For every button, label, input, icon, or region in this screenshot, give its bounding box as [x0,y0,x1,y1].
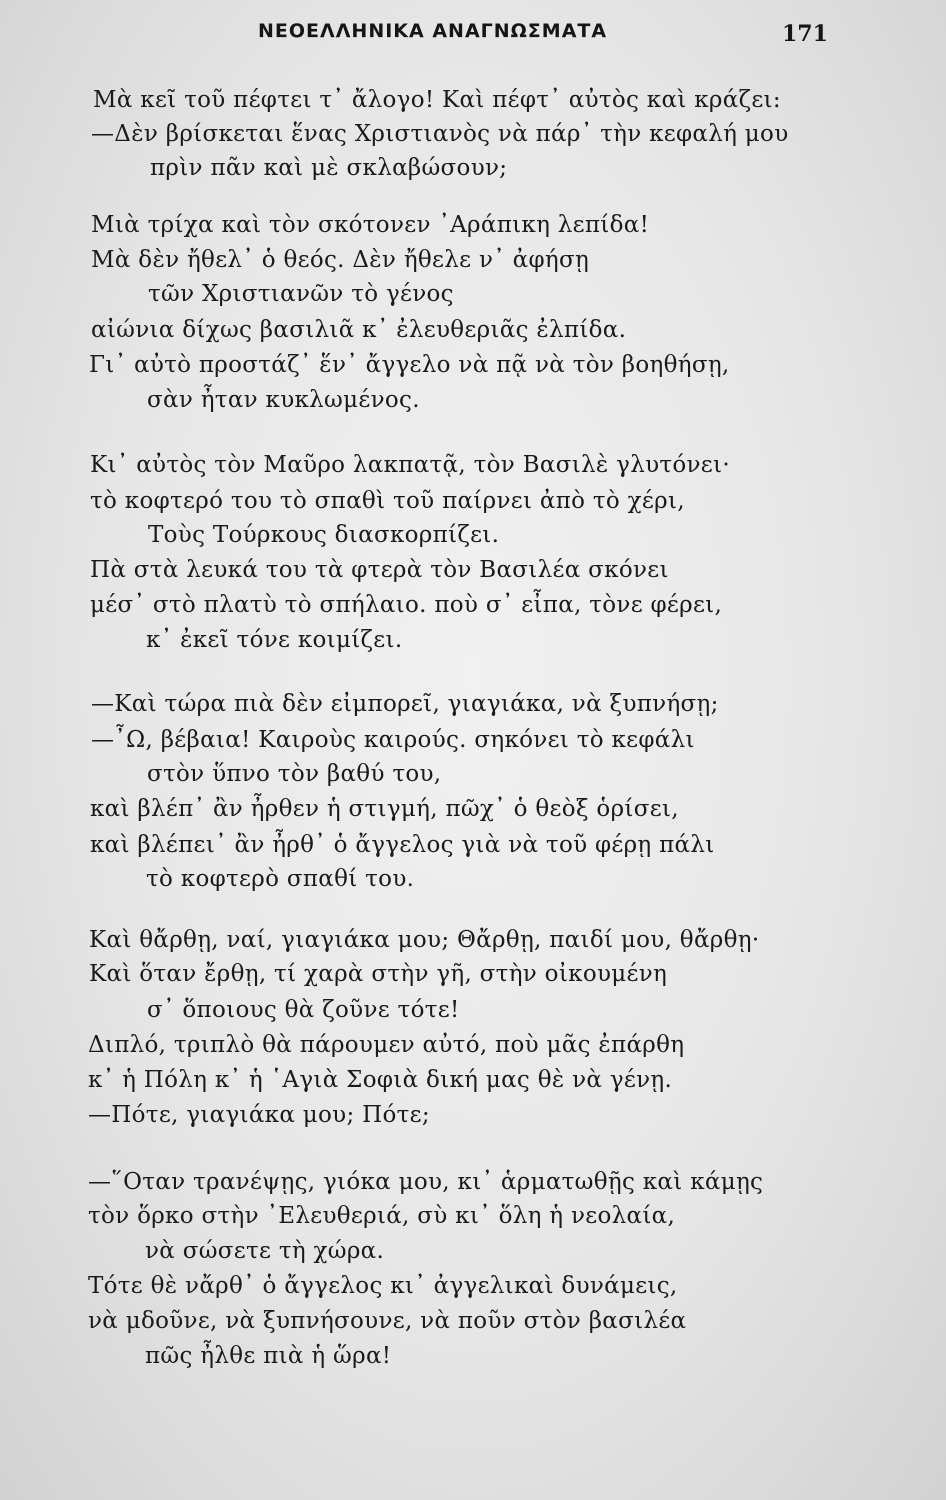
page-number: 171 [782,21,828,47]
poem-line: Μιὰ τρίχα καὶ τὸν σκότονεν ᾿Αράπικη λεπίδα! [91,212,650,238]
poem-line: —Πότε, γιαγιάκα μου; Πότε; [88,1102,430,1128]
poem-line: νὰ μδοῦνε, νὰ ξυπνήσουνε, νὰ ποῦν στὸν βασιλέα [88,1308,687,1334]
poem-line: —῏Ω, βέβαια! Καιροὺς καιρούς. σηκόνει τὸ κεφάλι [91,727,695,753]
poem-line: σ᾿ ὅποιους θὰ ζοῦνε τότε! [147,997,460,1023]
poem-line: σὰν ἦταν κυκλωμένος. [147,387,420,413]
poem-line: τὸν ὅρκο στὴν ᾿Ελευθεριά, σὺ κι᾿ ὅλη ἡ νεολαία, [88,1203,676,1229]
poem-line: κ᾿ ἐκεῖ τόνε κοιμίζει. [146,627,403,653]
poem-line: —Καὶ τώρα πιὰ δὲν εἰμπορεῖ, γιαγιάκα, νὰ ξυπνήσῃ; [91,691,719,717]
poem-line: —Δὲν βρίσκεται ἕνας Χριστιανὸς νὰ πάρ᾿ τὴν κεφαλή μου [91,121,789,147]
running-title: ΝΕΟΕΛΛΗΝΙΚΑ ΑΝΑΓΝΩΣΜΑΤΑ [258,20,608,42]
poem-line: Τότε θὲ νἄρθ᾿ ὁ ἄγγελος κι᾿ ἀγγελικαὶ δυνάμεις, [88,1273,678,1299]
poem-line: Διπλό, τριπλὸ θὰ πάρουμεν αὐτό, ποὺ μᾶς ἐπάρθη [88,1032,685,1058]
poem-line: Τοὺς Τούρκους διασκορπίζει. [148,522,500,548]
poem-line: Γι᾿ αὐτὸ προστάζ᾿ ἕν᾿ ἄγγελο νὰ πᾷ νὰ τὸν βοηθήσῃ, [89,352,730,378]
poem-line: κ᾿ ἡ Πόλη κ᾿ ἡ ῾Αγιὰ Σοφιὰ δική μας θὲ νὰ γένῃ. [88,1067,673,1093]
page-header [0,18,946,48]
poem-line: Μὰ κεῖ τοῦ πέφτει τ᾿ ἄλογο! Καὶ πέφτ᾿ αὐτὸς καὶ κράζει: [93,87,781,113]
poem-line: τῶν Χριστιανῶν τὸ γένος [148,281,454,307]
poem-line: νὰ σώσετε τὴ χώρα. [145,1238,385,1264]
poem-line: Καὶ ὅταν ἔρθῃ, τί χαρὰ στὴν γῆ, στὴν οἰκουμένη [89,961,668,987]
poem-line: Καὶ θἄρθῃ, ναί, γιαγιάκα μου; Θἄρθῃ, παιδί μου, θἄρθῃ· [89,927,760,953]
poem-line: πρὶν πᾶν καὶ μὲ σκλαβώσουν; [150,155,508,181]
poem-line: Πὰ στὰ λευκά του τὰ φτερὰ τὸν Βασιλέα σκόνει [90,557,669,583]
poem-line: Κι᾿ αὐτὸς τὸν Μαῦρο λακπατᾷ, τὸν Βασιλὲ γλυτόνει· [90,452,730,478]
poem-line: τὸ κοφτερὸ σπαθί του. [146,866,415,892]
poem-line: μέσ᾿ στὸ πλατὺ τὸ σπήλαιο. ποὺ σ᾿ εἶπα, τὸνε φέρει, [90,592,723,618]
poem-line: πῶς ἦλθε πιὰ ἡ ὥρα! [145,1343,392,1369]
poem-line: αἰώνια δίχως βασιλιᾶ κ᾿ ἐλευθεριᾶς ἐλπίδα. [91,317,627,343]
poem-line: —῞Οταν τρανέψῃς, γιόκα μου, κι᾿ ἁρματωθῇς καὶ κάμῃς [88,1169,764,1195]
poem-line: τὸ κοφτερό του τὸ σπαθὶ τοῦ παίρνει ἀπὸ τὸ χέρι, [90,488,685,514]
poem-line: Μὰ δὲν ἤθελ᾿ ὁ θεός. Δὲν ἤθελε ν᾿ ἀφήσῃ [91,247,590,273]
poem-line: στὸν ὕπνο τὸν βαθύ του, [147,761,442,787]
poem-line: καὶ βλέπ᾿ ἂν ἦρθεν ἡ στιγμή, πῶχ᾿ ὁ θεὸξ ὁρίσει, [90,796,679,822]
poem-line: καὶ βλέπει᾿ ἂν ἦρθ᾿ ὁ ἄγγελος γιὰ νὰ τοῦ φέρῃ πάλι [90,832,715,858]
